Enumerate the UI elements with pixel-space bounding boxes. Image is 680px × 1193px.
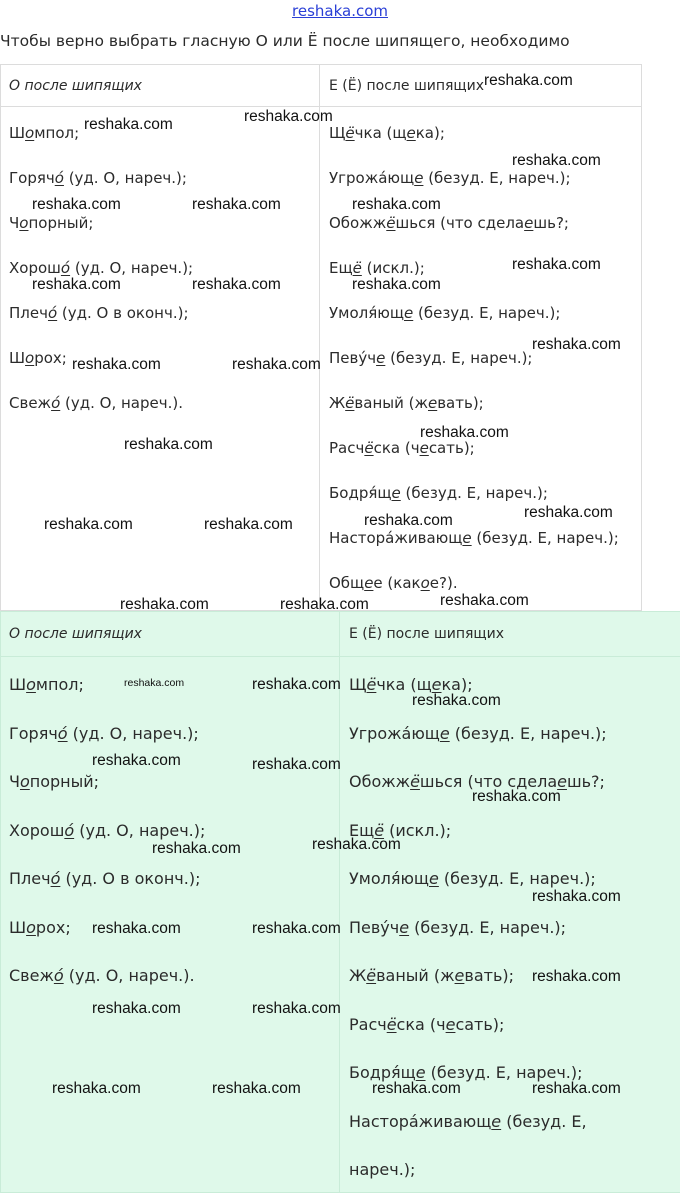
watermark-text: reshaka.com [252,920,341,937]
e-rule-item [329,259,425,277]
item-text: Ш [9,349,26,367]
watermark-text: reshaka.com [440,592,529,609]
e-rule-item [349,724,607,743]
watermark-text: reshaka.com [364,512,453,529]
item-text: Ш [9,917,27,937]
watermark-text: reshaka.com [44,516,133,533]
watermark-text: reshaka.com [412,692,501,709]
col-header-e: Е (Ё) после шипящих [349,626,504,642]
item-text: Горяч [9,169,55,187]
o-rule-item [9,169,187,187]
e-rule-item [329,124,445,142]
watermark-text: reshaka.com [92,920,181,937]
item-text: Угрожа́ющ [329,169,415,187]
item-text: (уд. О, нареч.); [70,259,194,277]
highlighted-vowel: е [404,304,414,322]
e-rule-item [349,966,514,985]
item-text: Плеч [9,304,48,322]
e-rule-item [349,869,596,888]
item-text: е?). [429,574,458,592]
watermark-text: reshaka.com [532,968,621,985]
highlighted-vowel: о́ [53,966,64,985]
item-text: Певу́ч [349,917,400,937]
o-rule-item [9,918,71,937]
item-text: мпол; [35,675,84,694]
highlighted-vowel: е [391,484,401,502]
item-text: Плеч [9,869,51,888]
watermark-text: reshaka.com [212,1080,301,1097]
item-text: (уд. О, нареч.). [60,394,183,412]
e-rule-item [349,918,566,937]
watermark-text: reshaka.com [352,196,441,213]
highlighted-vowel: ё [345,124,355,142]
o-rule-item [9,259,193,277]
item-text: Щ [349,675,367,694]
col-header-o: О после шипящих [9,78,142,94]
item-text: порный; [29,772,100,791]
item-text: ска (ч [373,439,420,457]
item-text: мпол; [34,124,80,142]
e-rule-item [329,304,560,322]
highlighted-vowel: о [25,349,35,367]
o-rule-item [9,394,183,412]
watermark-text: reshaka.com [472,788,561,805]
item-text: (безуд. Е, нареч.); [449,723,607,743]
highlighted-vowel: о́ [47,304,58,322]
highlighted-vowel: е [462,529,472,547]
e-rule-item [329,214,569,232]
item-text: (искл.); [361,259,425,277]
item-text: Расч [329,439,365,457]
highlighted-vowel: о́ [60,259,71,277]
highlighted-vowel: е [406,124,416,142]
item-text: Ж [349,966,367,985]
item-text: вать); [437,394,484,412]
item-text: (уд. О, нареч.); [67,723,199,743]
item-text: (уд. О, нареч.). [63,966,195,985]
watermark-text: reshaka.com [192,276,281,293]
highlighted-vowel: ё [386,214,396,232]
highlighted-vowel: е [376,349,386,367]
item-text: (безуд. Е, нареч.); [385,349,533,367]
item-text: рох; [34,349,67,367]
highlighted-vowel: е [429,869,439,888]
watermark-text: reshaka.com [372,1080,461,1097]
watermark-text: reshaka.com [420,424,509,441]
watermark-text: reshaka.com [32,196,121,213]
highlighted-vowel: е [399,917,410,937]
watermark-text: reshaka.com [52,1080,141,1097]
highlighted-vowel: ё [345,394,355,412]
e-rule-item [349,1112,587,1131]
highlighted-vowel: ё [366,675,377,694]
highlighted-vowel: е [427,394,438,412]
item-text: Бодря́щ [349,1063,416,1082]
item-text: (уд. О в оконч.); [57,304,189,322]
item-text: Ж [329,394,346,412]
col-header-o: О после шипящих [9,626,142,642]
item-text: Хорош [9,259,61,277]
item-text: Свеж [9,966,54,985]
watermark-text: reshaka.com [484,72,573,89]
highlighted-vowel: е [431,675,442,694]
o-rule-item [9,124,79,142]
item-text: шь?; [566,772,605,791]
item-text: нареч.); [349,1160,416,1179]
o-rule-item [9,966,195,985]
watermark-text: reshaka.com [120,596,209,613]
e-rule-item [329,394,484,412]
o-rule-item [9,869,200,888]
e-rule-item [329,349,533,367]
item-text: Горяч [9,723,58,743]
watermark-text: reshaka.com [92,1000,181,1017]
item-text: Ещ [349,820,375,840]
highlighted-vowel: е [557,772,567,791]
e-rule-item [349,1015,504,1034]
watermark-text: reshaka.com [512,256,601,273]
highlighted-vowel: ё [410,772,420,791]
item-text: (уд. О, нареч.); [63,169,187,187]
highlighted-vowel: о [25,124,35,142]
item-text: ска (ч [396,1014,446,1034]
intro-text: Чтобы верно выбрать гласную О или Ё после шипящего, необходимо [0,32,570,50]
item-text: чка (щ [354,124,407,142]
e-rule-item [329,169,571,187]
watermark-text: reshaka.com [84,116,173,133]
item-text: е (как [373,574,421,592]
item-text: (безуд. Е, [501,1111,587,1131]
watermark-text: reshaka.com [192,196,281,213]
table-header [1,612,680,657]
o-rule-item [9,724,199,743]
highlighted-vowel: ё [352,259,362,277]
watermark-text: reshaka.com [92,752,181,769]
highlighted-vowel: е [491,1111,502,1131]
watermark-text: reshaka.com [252,756,341,773]
item-text: сать); [428,439,475,457]
highlighted-vowel: е [414,169,424,187]
o-rule-item [9,214,93,232]
item-text: Общ [329,574,365,592]
item-text: Ч [9,214,20,232]
watermark-text: reshaka.com [124,436,213,453]
item-text: сать); [455,1014,505,1034]
item-text: Щ [329,124,346,142]
item-text: шься (что сдела [419,772,558,791]
item-text: (безуд. Е, нареч.); [438,869,596,888]
highlighted-vowel: е [454,966,465,985]
item-text: Умоля́ющ [329,304,404,322]
watermark-text: reshaka.com [252,676,341,693]
site-header-link[interactable]: reshaka.com [292,2,388,20]
highlighted-vowel: о [26,675,36,694]
highlighted-vowel: ё [366,966,377,985]
item-text: вать); [464,966,515,985]
item-text: Хорош [9,820,65,840]
o-rule-item [9,349,67,367]
watermark-text: reshaka.com [312,836,401,853]
item-text: Бодря́щ [329,484,392,502]
item-text: Ч [9,772,20,791]
highlighted-vowel: о́ [51,394,61,412]
e-rule-item [329,484,548,502]
item-text: шься (что сдела [395,214,525,232]
item-text: (безуд. Е, нареч.); [425,1063,583,1082]
item-text: шь?; [533,214,569,232]
item-text: Ш [9,675,27,694]
item-text: Насторáживающ [349,1111,492,1131]
highlighted-vowel: е [415,1063,426,1082]
highlighted-vowel: о [19,772,30,791]
item-text: Обожж [329,214,387,232]
watermark-text: reshaka.com [512,152,601,169]
o-rule-item [9,821,205,840]
watermark-text: reshaka.com [524,504,613,521]
watermark-text: reshaka.com [232,356,321,373]
watermark-text: reshaka.com [124,677,185,689]
item-text: Обожж [349,772,411,791]
col-header-e: Е (Ё) после шипящих [329,78,484,94]
o-rule-item [9,304,189,322]
item-text: (безуд. Е, нареч.); [409,917,567,937]
watermark-text: reshaka.com [280,596,369,613]
item-text: ка); [415,124,445,142]
watermark-text: reshaka.com [252,1000,341,1017]
item-text: Умоля́ющ [349,869,429,888]
highlighted-vowel: ё [386,1014,397,1034]
highlighted-vowel: о́ [64,820,75,840]
e-rule-item [329,574,458,592]
watermark-text: reshaka.com [244,108,333,125]
highlighted-vowel: е [524,214,534,232]
column-divider [339,612,340,1192]
item-text: порный; [28,214,94,232]
watermark-text: reshaka.com [152,840,241,857]
highlighted-vowel: е [445,1014,456,1034]
item-text: ваный (ж [376,966,455,985]
o-rule-item [9,675,84,694]
highlighted-vowel: ё [374,820,385,840]
item-text: чка (щ [376,675,432,694]
item-text: Ш [9,124,26,142]
item-text: Свеж [9,394,52,412]
watermark-text: reshaka.com [532,888,621,905]
highlighted-vowel: о [19,214,29,232]
item-text: (уд. О, нареч.); [74,820,206,840]
watermark-text: reshaka.com [532,336,621,353]
item-text: (уд. О в оконч.); [60,869,201,888]
watermark-text: reshaka.com [532,1080,621,1097]
highlighted-vowel: о́ [54,169,64,187]
o-rule-item [9,772,99,791]
highlighted-vowel: е [439,723,450,743]
item-text: Угрожа́ющ [349,723,440,743]
item-text: Ещ [329,259,353,277]
item-text: ваный (ж [354,394,428,412]
highlighted-vowel: о [420,574,430,592]
column-divider [319,65,320,610]
highlighted-vowel: е [419,439,429,457]
highlighted-vowel: о́ [50,869,61,888]
item-text: Расч [349,1014,387,1034]
item-text: (безуд. Е, нареч.); [471,529,619,547]
highlighted-vowel: о́ [57,723,68,743]
item-text: (безуд. Е, нареч.); [400,484,548,502]
e-rule-item [349,1160,415,1179]
highlighted-vowel: ё [364,439,374,457]
highlighted-vowel: о [26,917,36,937]
watermark-text: reshaka.com [72,356,161,373]
e-rule-item [329,529,619,547]
watermark-text: reshaka.com [204,516,293,533]
watermark-text: reshaka.com [32,276,121,293]
watermark-text: reshaka.com [352,276,441,293]
item-text: ка); [441,675,473,694]
item-text: Насторáживающ [329,529,463,547]
item-text: рох; [35,917,71,937]
highlighted-vowel: е [364,574,374,592]
item-text: (искл.); [384,820,452,840]
item-text: (безуд. Е, нареч.); [413,304,561,322]
item-text: (безуд. Е, нареч.); [423,169,571,187]
item-text: Певу́ч [329,349,377,367]
